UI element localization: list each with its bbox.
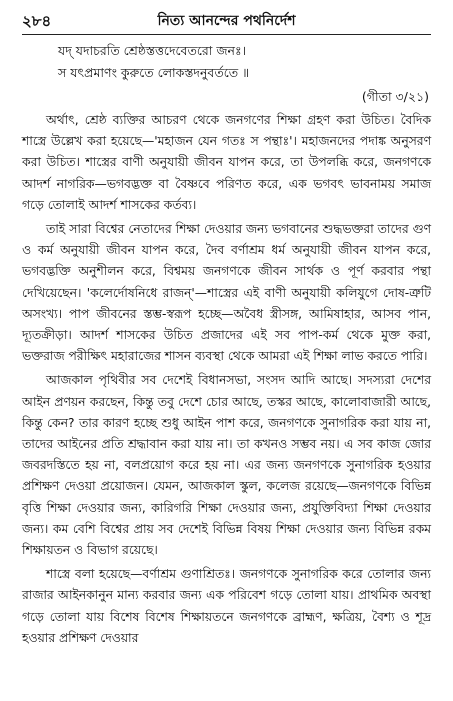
header-rule: [22, 34, 431, 35]
verse-line: স যৎপ্রমাণং কুরুতে লোকস্তদনুবর্ততে ॥: [58, 65, 250, 80]
paragraph: আজকাল পৃথিবীর সব দেশেই বিধানসভা, সংসদ আদি আছে। সদস্যরা দেশের আইন প্রণয়ন করছেন, কিন্তু তবু দেশে চোর আছে, তস্কর আছে, কালোবাজারী আছে, কিন্তু কেন? তার কারণ হচ্ছে শুধু আইন পাশ করে, জনগণকে সুনাগরিক করা যায় না, তাদের আইনের প্রতি শ্রদ্ধাবান করা যায় না। তা কখনও সম্ভব নয়। এ সব কাজ জোর জবরদস্তিতে হয় না, বলপ্রয়োগ করে হয় না। এর জন্য জনগণকে সুনাগরিক হওয়ার প্রশিক্ষণ দেওয়া প্রয়োজন। যেমন, আজকাল স্কুল, কলেজ রয়েছে—জনগণকে বিভিন্ন বৃত্তি শিক্ষা দেওয়ার জন্য, কারিগরি শিক্ষা দেওয়ার জন্য, প্রযুক্তিবিদ্যা শিক্ষা দেওয়ার জন্য। কম বেশি বিশ্বের প্রায় সব দেশেই বিভিন্ন বিষয় শিক্ষা দেওয়ার জন্য বিভিন্ন রকম শিক্ষায়তন ও বিভাগ রয়েছে।: [22, 373, 431, 558]
verse-reference: (গীতা ৩/২১): [361, 89, 429, 104]
body-text: [22, 110, 431, 649]
running-title: নিত্য আনন্দের পথনির্দেশ: [157, 13, 296, 29]
page-number: ২৮৪: [22, 12, 52, 30]
paragraph: অর্থাৎ, শ্রেষ্ঠ ব্যক্তির আচরণ থেকে জনগণের শিক্ষা গ্রহণ করা উচিত। বৈদিক শাস্ত্রে উল্লেখ করা হয়েছে—'মহাজন যেন গতঃ স পন্থাঃ'। মহাজনদের পদাঙ্ক অনুসরণ করা উচিত। শাস্ত্রের বাণী অনুযায়ী জীবন যাপন করে, তা উপলব্ধি করে, জনগণকে আদর্শ নাগরিক—ভগবদ্ভক্ত বা বৈষ্ণবে পরিণত করে, এক ভগবৎ ভাবনাময় সমাজ গড়ে তোলাই আদর্শ শাসকের কর্তব্য।: [22, 113, 431, 212]
paragraph: তাই সারা বিশ্বের নেতাদের শিক্ষা দেওয়ার জন্য ভগবানের শুদ্ধভক্তরা তাদের গুণ ও কর্ম অনুযায়ী জীবন যাপন করে, দৈব বর্ণাশ্রম ধর্ম অনুযায়ী জীবন যাপন করে, ভগবদ্ভক্তি অনুশীলন করে, বিশ্বময় জনগণকে জীবন সার্থক ও পূর্ণ করবার পন্থা দেখিয়েছেন। 'কলের্দোষনিধে রাজন্'—শাস্ত্রের এই বাণী অনুযায়ী কলিযুগে দোষ-ত্রুটি অসংখ্য। পাপ জীবনের স্তম্ভ-স্বরূপ হচ্ছে—অবৈধ স্ত্রীসঙ্গ, আমিষাহার, আসব পান, দ্যূতক্রীড়া। আদর্শ শাসকের উচিত প্রজাদের এই সব পাপ-কর্ম থেকে মুক্ত করা, ভক্তরাজ পরীক্ষিৎ মহারাজের শাসন ব্যবস্থা থেকে আমরা এই শিক্ষা লাভ করতে পারি।: [22, 222, 431, 364]
paragraph: শাস্ত্রে বলা হয়েছে—বর্ণাশ্রম গুণাশ্রিতঃ। জনগণকে সুনাগরিক করে তোলার জন্য রাজার আইনকানুন মান্য করবার জন্য এক পরিবেশ গড়ে তোলা যায়। প্রাথমিক অবস্থা গড়ে তোলা যায় বিশেষ বিশেষ শিক্ষায়তনে জনগণকে ব্রাহ্মণ, ক্ষত্রিয়, বৈশ্য ও শূদ্র হওয়ার প্রশিক্ষণ দেওয়ার: [22, 567, 431, 645]
page-header: [22, 10, 431, 32]
verse-line: যদ্ যদাচরতি শ্রেষ্ঠস্তত্তদেবেতরো জনঃ।: [58, 43, 247, 58]
sanskrit-verse: [58, 40, 413, 84]
